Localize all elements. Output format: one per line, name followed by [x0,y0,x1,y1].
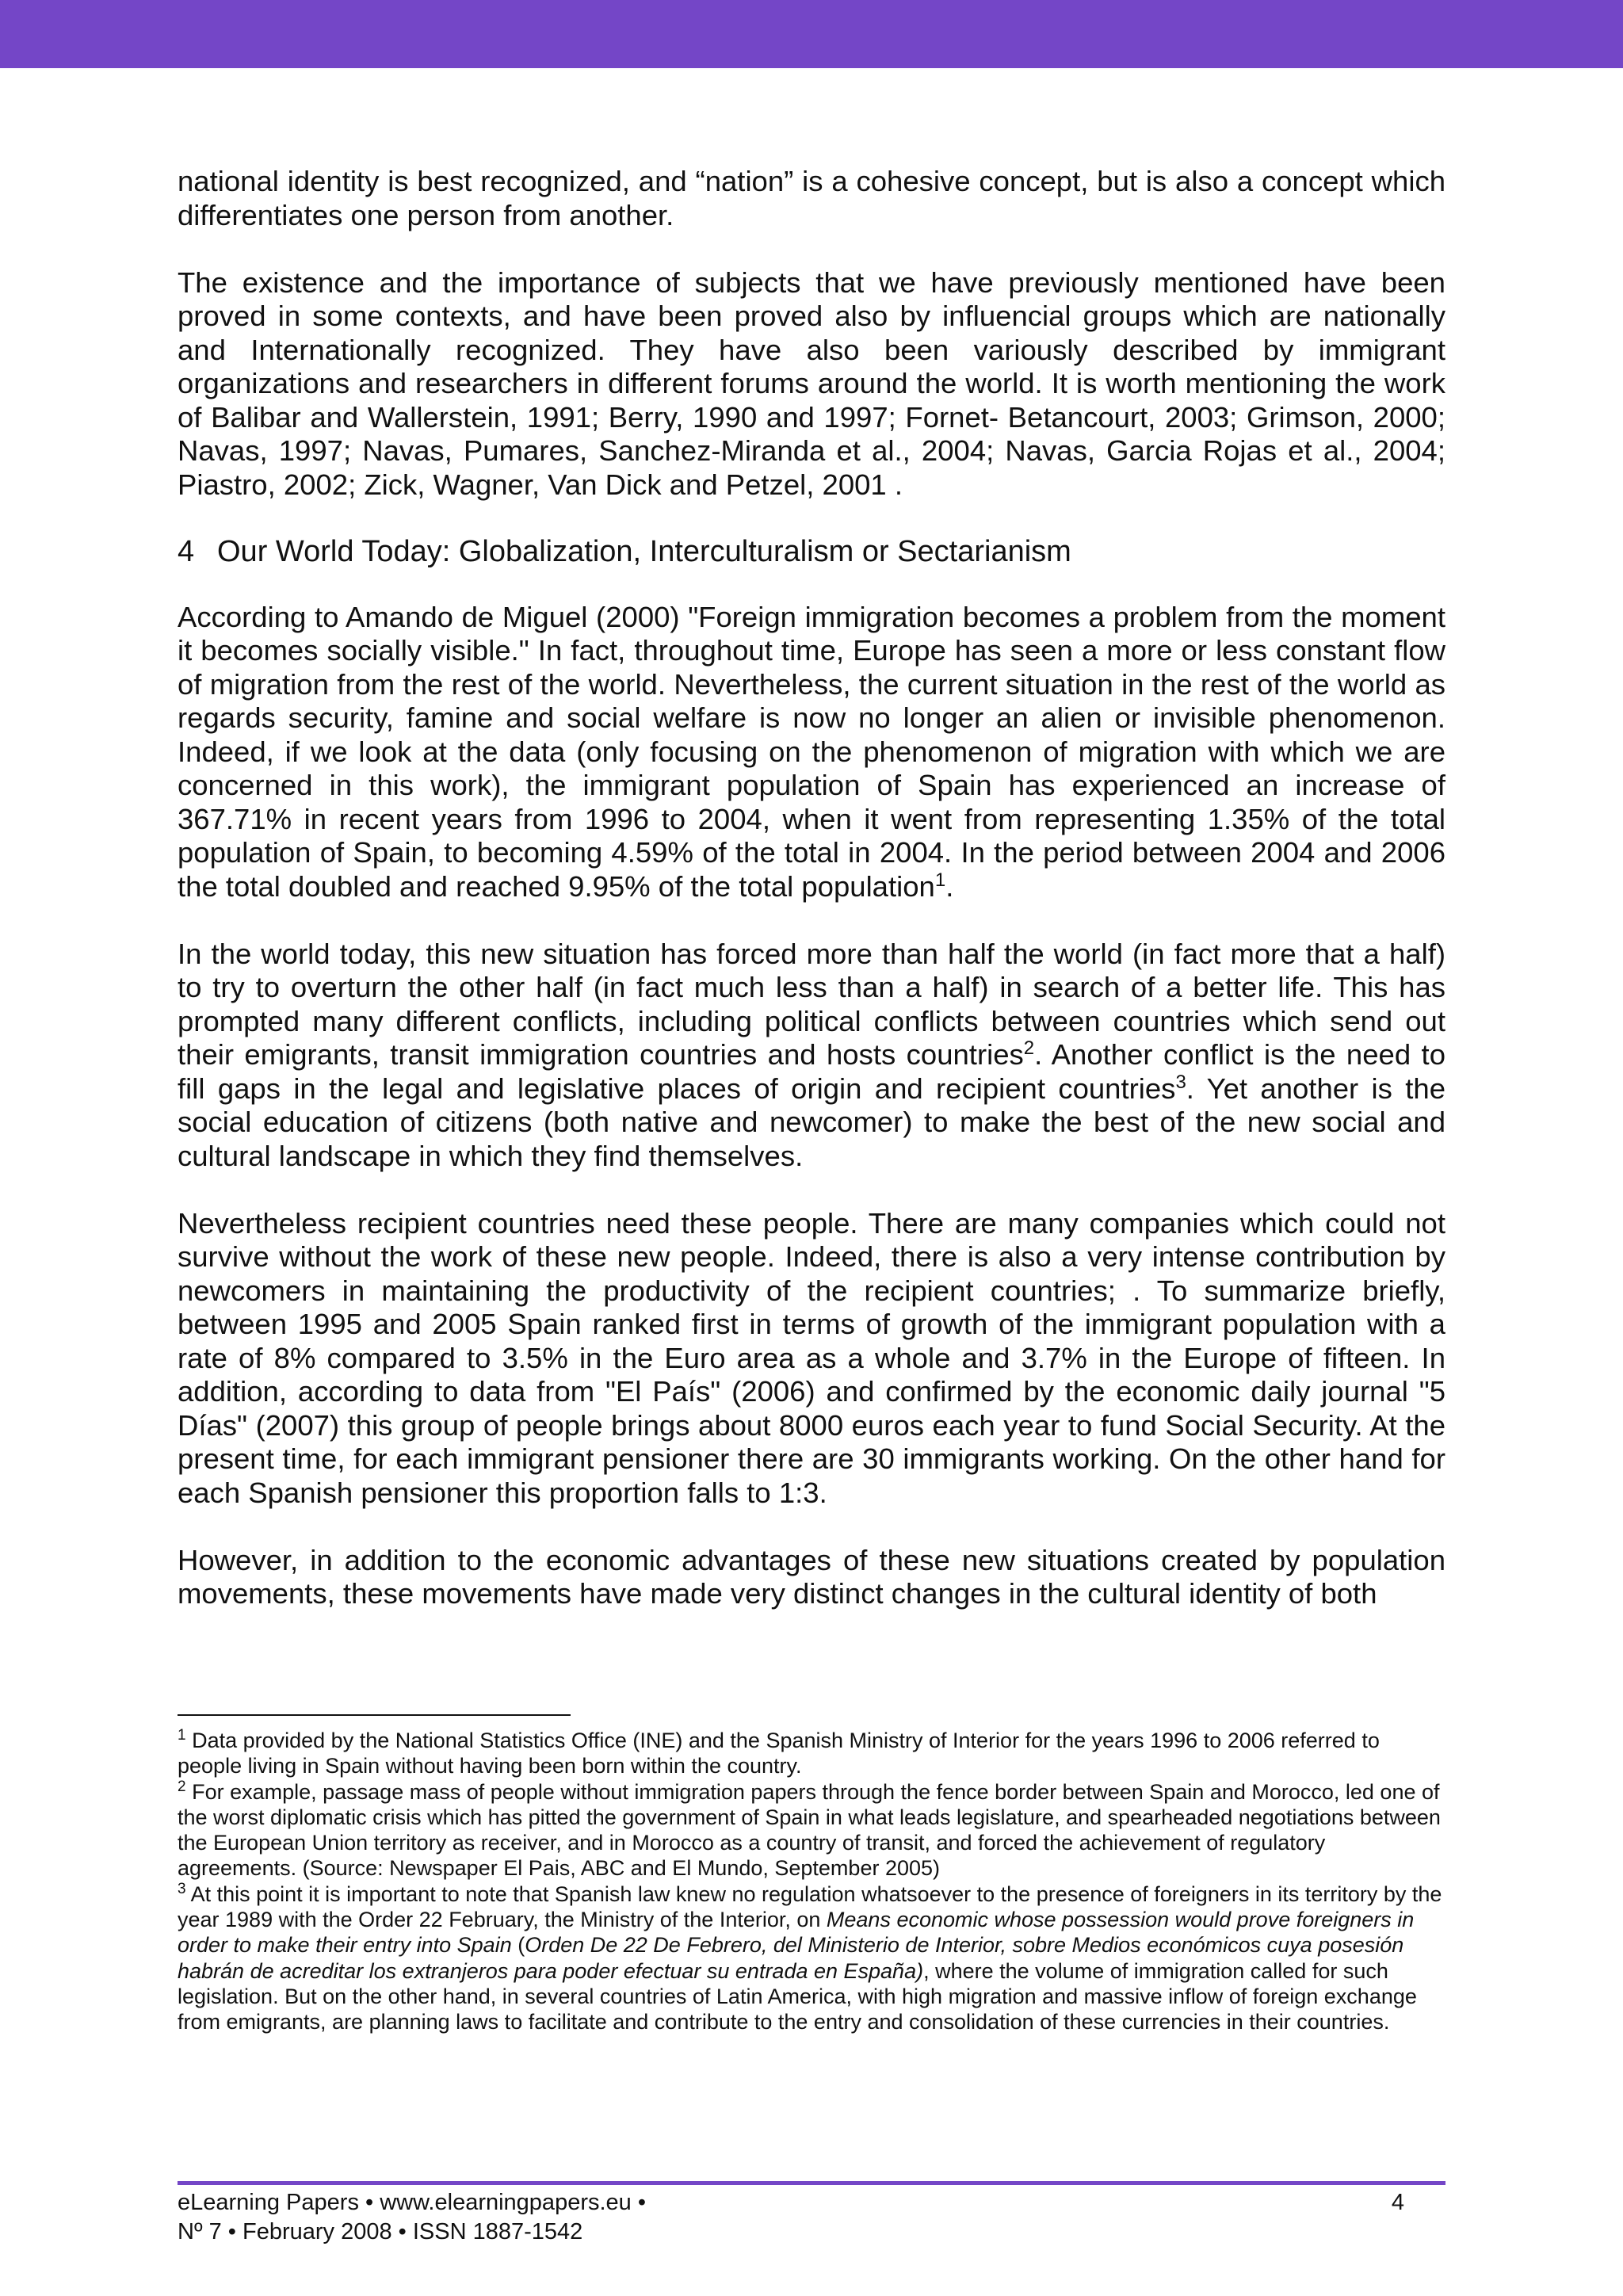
section-heading [178,534,1445,569]
footnote-3-italic-a: Means economic whose possession would prove foreigners in order to make their entry into Spain [178,1908,1415,1958]
page-footer [178,2188,1445,2247]
footnotes [178,1728,1445,2035]
paragraph-3-end: . [945,869,954,903]
paragraph-3-text: According to Amando de Miguel (2000) "Foreign immigration becomes a problem from the moment it becomes socially visible." In fact, throughout time, Europe has seen a more or less constant flow of migration from the rest of the world. Nevertheless, the current situation in the rest of the world as regards security, famine and social welfare is now no longer an alien or invisible phenomenon. Indeed, if we look at the data (only focusing on the phenomenon of migration with which we are concerned in this work), the immigrant population of Spain has experienced an increase of 367.71% in recent years from 1996 to 2004, when it went from representing 1.35% of the total population of Spain, to becoming 4.59% of the total in 2004. In the period between 2004 and 2006 the total doubled and reached 9.95% of the total population [178,600,1445,903]
footnote-1-text: Data provided by the National Statistics Office (INE) and the Spanish Ministry of Interior for the years 1996 to 2006 referred to people living in Spain without having been born within the country. [178,1729,1380,1778]
footnote-3 [178,1881,1445,2035]
footnote-1-number: 1 [178,1727,186,1744]
footnote-3-text-c: , where the volume of immigration called for such legislation. But on the other hand, in several countries of Latin America, with high migration and massive inflow of foreign exchange from emigrants, are planning laws to facilitate and contribute to the entry and consolidation of these currencies in their countries. [178,1958,1417,2034]
paragraph-4 [178,938,1445,1174]
header-bar [0,0,1623,68]
footnote-ref-2[interactable]: 2 [1023,1037,1035,1059]
paragraph-3 [178,601,1445,904]
footnote-2-number: 2 [178,1778,186,1795]
paragraph-6: However, in addition to the economic advantages of these new situations created by population movements, these movements have made very distinct changes in the cultural identity of both [178,1543,1445,1610]
section-title: Our World Today: Globalization, Interculturalism or Sectarianism [217,534,1071,568]
footnote-2-text: For example, passage mass of people without immigration papers through the fence border between Spain and Morocco, led one of the worst diplomatic crisis which has pitted the government of Spain in what leads legislature, and spearheaded negotiations between the European Union territory as receiver, and in Morocco as a country of transit, and forced the achievement of regulatory agreements. (Source: Newspaper El Pais, ABC and El Mundo, September 2005) [178,1779,1441,1881]
paragraph-4-text-b: . Another conflict is the need to fill gaps in the legal and legislative places of origin and recipient countries [178,1038,1445,1105]
footnote-3-italic-b: Orden De 22 De Febrero, del Ministerio de Interior, sobre Medios económicos cuya posesión habrán de acreditar los extranjeros para poder efectuar su entrada en España) [178,1933,1404,1983]
paragraph-2: The existence and the importance of subjects that we have previously mentioned have been proved in some contexts, and have been proved also by influencial groups which are nationally and Internationally recognized. They have also been variously described by immigrant organizations and researchers in different forums around the world. It is worth mentioning the work of Balibar and Wallerstein, 1991; Berry, 1990 and 1997; Fornet- Betancourt, 2003; Grimson, 2000; Navas, 1997; Navas, Pumares, Sanchez-Miranda et al., 2004; Navas, Garcia Rojas et al., 2004; Piastro, 2002; Zick, Wagner, Van Dick and Petzel, 2001 . [178,266,1445,501]
page-number: 4 [1391,2190,1404,2215]
paragraph-1: national identity is best recognized, and “nation” is a cohesive concept, but is also a concept which differentiates one person from another. [178,165,1445,231]
footer-divider [178,2181,1445,2185]
paragraph-4-text-a: In the world today, this new situation has forced more than half the world (in fact more that a half) to try to overturn the other half (in fact much less than a half) in search of a better life. This has prompted many different conflicts, including political conflicts between countries which send out their emigrants, transit immigration countries and hosts countries [178,937,1445,1071]
footnote-ref-1[interactable]: 1 [934,869,946,891]
paragraph-5: Nevertheless recipient countries need these people. There are many companies which could not survive without the work of these new people. Indeed, there is also a very intense contribution by newcomers in maintaining the productivity of the recipient countries; . To summarize briefly, between 1995 and 2005 Spain ranked first in terms of growth of the immigrant population with a rate of 8% compared to 3.5% in the Euro area as a whole and 3.7% in the Europe of fifteen. In addition, according to data from "El País" (2006) and confirmed by the economic daily journal "5 Días" (2007) this group of people brings about 8000 euros each year to fund Social Security. At the present time, for each immigrant pensioner there are 30 immigrants working. On the other hand for each Spanish pensioner this proportion falls to 1:3. [178,1206,1445,1509]
body-text [178,165,1445,1645]
footnote-3-number: 3 [178,1880,186,1897]
footnote-divider [178,1714,571,1716]
paragraph-4-text-c: . Yet another is the social education of citizens (both native and newcomer) to make the best of the new social and cultural landscape in which they find themselves. [178,1072,1446,1172]
footer-line-2: Nº 7 • February 2008 • ISSN 1887-1542 [178,2219,583,2244]
footnote-ref-3[interactable]: 3 [1175,1071,1186,1093]
section-number: 4 [178,534,195,568]
footnote-1 [178,1728,1445,1779]
footnote-2 [178,1779,1445,1881]
footnote-3-text-b: ( [511,1933,525,1958]
footer-line-1: eLearning Papers • www.elearningpapers.eu • [178,2190,647,2215]
footnote-3-text-a: At this point it is important to note that Spanish law knew no regulation whatsoever to the presence of foreigners in its territory by the year 1989 with the Order 22 February, the Ministry of the Interior, on [178,1881,1442,1932]
